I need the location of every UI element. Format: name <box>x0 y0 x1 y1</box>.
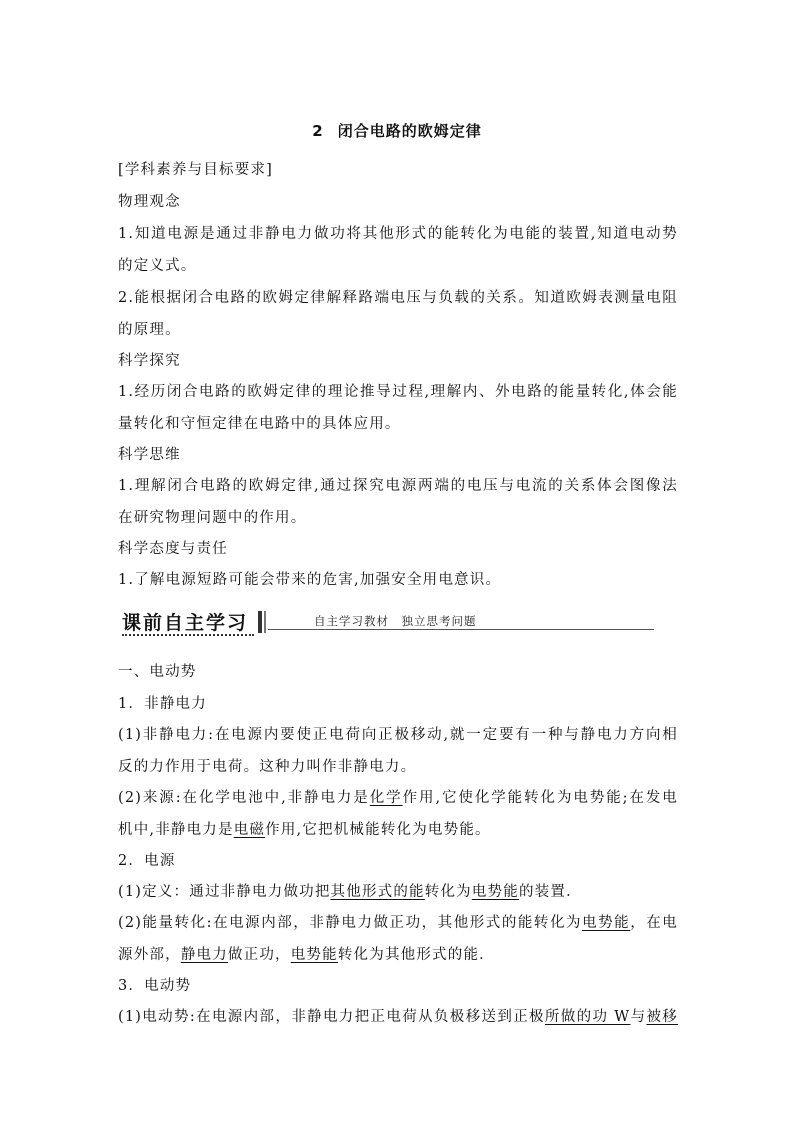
banner-rule <box>268 629 654 630</box>
blank-answer: 电势能 <box>471 884 519 900</box>
paragraph: 反的力作用于电荷。这种力叫作非静电力。 <box>118 759 417 775</box>
heading-science-inquiry: 科学探究 <box>118 353 181 369</box>
section-banner <box>118 607 654 637</box>
heading-emf: 一、电动势 <box>118 664 197 680</box>
blank-answer: 其他形式的能 <box>330 884 425 900</box>
heading-science-thinking: 科学思维 <box>118 447 181 463</box>
banner-bar-thin <box>264 611 266 633</box>
subheading-emf: 3．电动势 <box>118 978 192 994</box>
paragraph: (1)电动势:在电源内部，非静电力把正电荷从负极移送到正极所做的功 W与被移 <box>118 1009 678 1025</box>
blank-answer: 电势能 <box>290 947 338 963</box>
paragraph: (2)能量转化:在电源内部，非静电力做正功，其他形式的能转化为电势能，在电 <box>118 915 679 931</box>
subheading-power-source: 2．电源 <box>118 853 176 869</box>
paragraph: (1)非静电力:在电源内要使正电荷向正极移动,就一定要有一种与静电力方向相 <box>118 727 678 743</box>
paragraph: (1)定义：通过非静电力做功把其他形式的能转化为电势能的装置． <box>118 884 582 900</box>
subheading-non-electrostatic-force: 1．非静电力 <box>118 696 207 712</box>
paragraph: 的定义式。 <box>118 258 197 274</box>
paragraph: 量转化和守恒定律在电路中的具体应用。 <box>118 416 401 432</box>
banner-label: 课前自主学习 <box>122 612 249 634</box>
paragraph: 的原理。 <box>118 322 181 338</box>
banner-bar <box>258 611 262 633</box>
paragraph: 1.经历闭合电路的欧姆定律的理论推导过程,理解内、外电路的能量转化,体会能 <box>118 384 678 400</box>
heading-science-attitude: 科学态度与责任 <box>118 541 228 557</box>
heading-physics-concept: 物理观念 <box>118 194 181 210</box>
paragraph: (2)来源:在化学电池中,非静电力是化学作用,它使化学能转化为电势能;在发电 <box>118 790 679 806</box>
banner-dotted-underline <box>122 634 254 636</box>
paragraph: 1.理解闭合电路的欧姆定律,通过探究电源两端的电压与电流的关系体会图像法 <box>118 478 678 494</box>
goals-header: [学科素养与目标要求] <box>118 162 274 178</box>
blank-answer: 被移 <box>646 1009 678 1025</box>
page-title <box>0 120 794 141</box>
paragraph: 源外部，静电力做正功，电势能转化为其他形式的能． <box>118 947 495 963</box>
banner-subtitle: 自主学习教材 独立思考问题 <box>314 614 477 628</box>
paragraph: 1.了解电源短路可能会带来的危害,加强安全用电意识。 <box>118 572 502 588</box>
blank-answer: 电势能 <box>582 915 631 931</box>
blank-answer: 化学 <box>369 790 403 806</box>
section-number: 2 <box>312 122 324 140</box>
blank-answer: 静电力 <box>180 947 228 963</box>
paragraph: 2.能根据闭合电路的欧姆定律解释路端电压与负载的关系。知道欧姆表测量电阻 <box>118 290 678 306</box>
paragraph: 机中,非静电力是电磁作用,它把机械能转化为电势能。 <box>118 822 491 838</box>
paragraph: 1.知道电源是通过非静电力做功将其他形式的能转化为电能的装置,知道电动势 <box>118 226 678 242</box>
blank-answer: 电磁 <box>233 822 266 838</box>
blank-answer: 所做的功 W <box>544 1009 631 1025</box>
section-title: 闭合电路的欧姆定律 <box>337 122 482 140</box>
paragraph: 在研究物理问题中的作用。 <box>118 510 307 526</box>
